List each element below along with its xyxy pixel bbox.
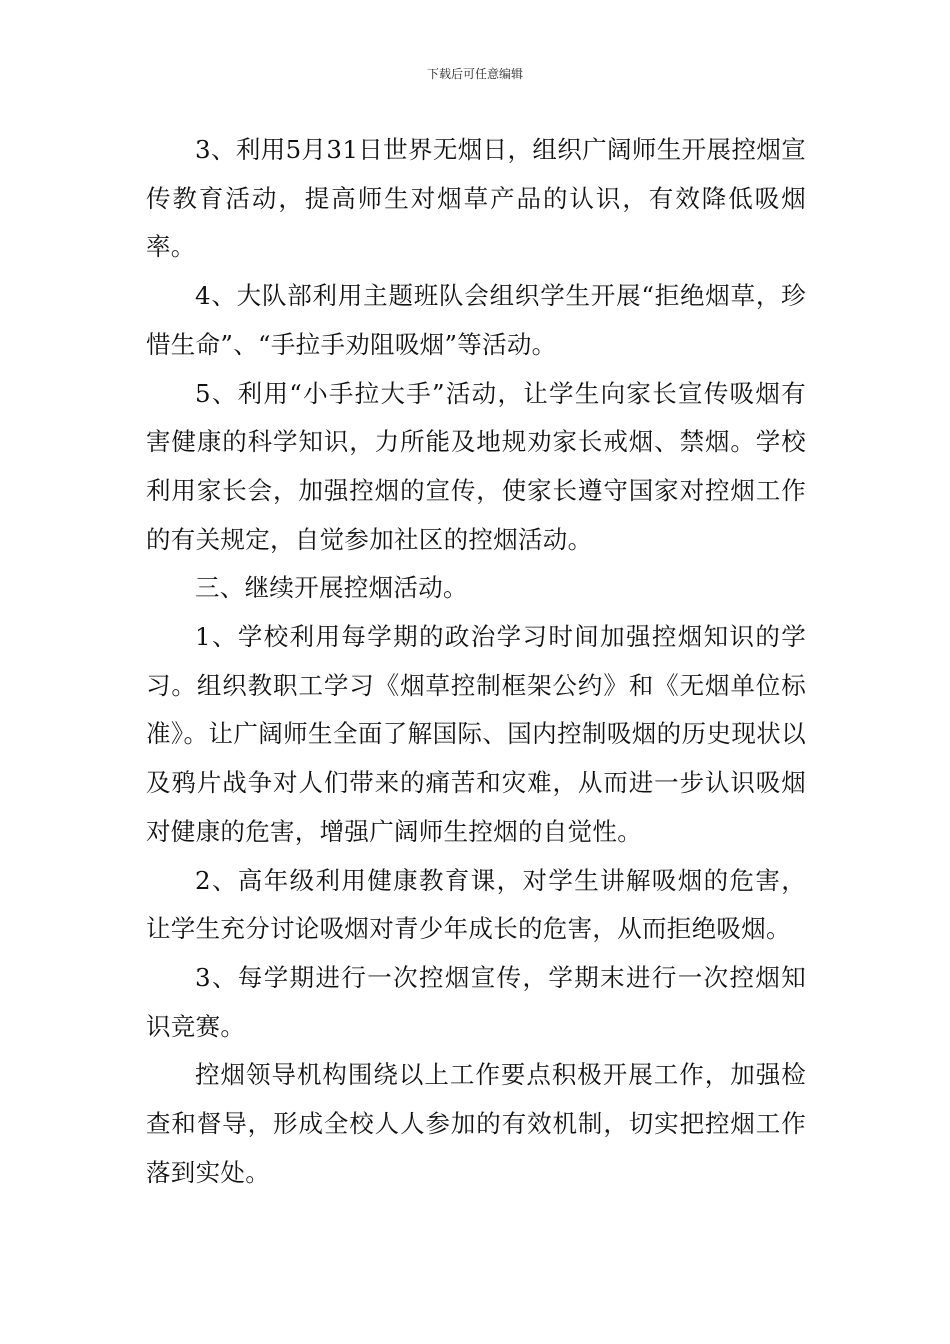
paragraph-item-3-world-no-tobacco-day: 3、利用5月31日世界无烟日，组织广阔师生开展控烟宣传教育活动，提高师生对烟草产品的认识，有效降低吸烟率。 (146, 135, 806, 262)
page-header: 下载后可任意编辑 (426, 67, 523, 81)
paragraph-item-5-small-hand-big-hand: 5、利用“小手拉大手”活动，让学生向家长宣传吸烟有害健康的科学知识，力所能及地规劝家长戒烟、禁烟。学校利用家长会，加强控烟的宣传，使家长遵守国家对控烟工作的有关规定，自觉参加社区的控烟活动。 (146, 378, 806, 554)
section-heading-continue-activities: 三、继续开展控烟活动。 (195, 573, 468, 603)
paragraph-item-3-semester-publicity: 3、每学期进行一次控烟宣传，学期末进行一次控烟知识竞赛。 (146, 962, 806, 1041)
paragraph-item-1-political-study: 1、学校利用每学期的政治学习时间加强控烟知识的学习。组织教职工学习《烟草控制框架公约》和《无烟单位标准》。让广阔师生全面了解国际、国内控制吸烟的历史现状以及鸦片战争对人们带来的痛苦和灾难，从而进一步认识吸烟对健康的危害，增强广阔师生控烟的自觉性。 (146, 622, 806, 846)
paragraph-item-4-theme-class-meeting: 4、大队部利用主题班队会组织学生开展“拒绝烟草，珍惜生命”、“手拉手劝阻吸烟”等活动。 (146, 281, 806, 359)
paragraph-conclusion: 控烟领导机构围绕以上工作要点积极开展工作，加强检查和督导，形成全校人人参加的有效机制，切实把控烟工作落到实处。 (146, 1060, 806, 1187)
document-body (146, 126, 806, 1197)
paragraph-item-2-health-education: 2、高年级利用健康教育课，对学生讲解吸烟的危害，让学生充分讨论吸烟对青少年成长的危害，从而拒绝吸烟。 (146, 865, 806, 944)
